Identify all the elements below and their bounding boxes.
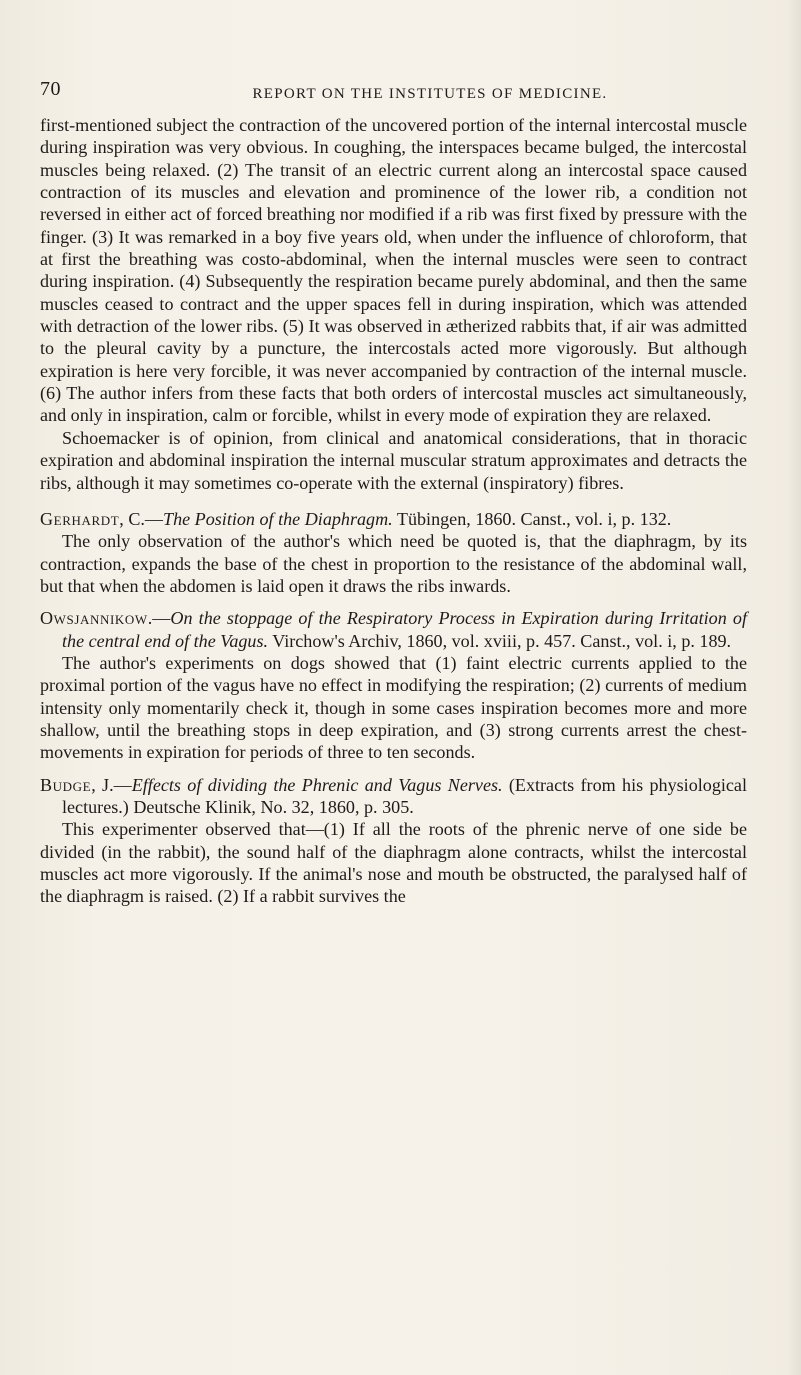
entry-heading-gerhardt xyxy=(40,508,747,530)
page-number: 70 xyxy=(40,78,61,100)
entry-author: Gerhardt xyxy=(40,508,120,529)
entry-title: On the stoppage of the Respiratory Process in Expiration during Irritation of the central end of the Vagus. xyxy=(62,608,747,651)
entry-body-owsjannikow: The author's experiments on dogs showed that (1) faint electric currents applied to the proximal portion of the vagus have no effect in modifying the respiration; (2) currents of medium intensity only momentarily check it, though in some cases inspiration becomes more and more shallow, until the breathing stops in deep expiration, and (3) strong currents arrest the chest-movements in expiration for periods of three to ten seconds. xyxy=(40,652,747,763)
entry-citation: Tübingen, 1860. Canst., vol. i, p. 132. xyxy=(392,508,672,529)
page-header xyxy=(40,78,745,108)
paragraph-schoemacker: Schoemacker is of opinion, from clinical and anatomical considerations, that in thoracic expiration and abdominal inspiration the internal muscular stratum approximates and detracts the ribs, although it may sometimes co-operate with the external (inspiratory) fibres. xyxy=(40,427,747,493)
entry-body-gerhardt: The only observation of the author's which need be quoted is, that the diaphragm, by its contraction, expands the base of the chest in proportion to the resistance of the abdominal wall, but that when the abdomen is laid open it draws the ribs inwards. xyxy=(40,531,747,596)
entry-author: Owsjannikow xyxy=(40,608,148,629)
entry-author-initial: , C.— xyxy=(119,508,163,529)
page-body xyxy=(40,114,747,908)
entry-title: The Position of the Diaphragm. xyxy=(163,508,393,529)
entry-heading-owsjannikow xyxy=(40,607,747,652)
running-head: REPORT ON THE INSTITUTES OF MEDICINE. xyxy=(252,86,608,102)
entry-author: Budge xyxy=(40,774,92,795)
paragraph-continuation: first-mentioned subject the contraction of the uncovered portion of the internal intercostal muscle during inspiration was very obvious. In coughing, the interspaces became bulged, the intercostal muscles being relaxed. (2) The transit of an electric current along an intercostal space caused contraction of its muscles and elevation and prominence of the lower rib, a condition not reversed in either act of forced breathing nor modified if a rib was first fixed by pressure with the finger. (3) It was remarked in a boy five years old, when under the influence of chloroform, that at first the breathing was costo-abdominal, when the internal muscles were seen to contract during inspiration. (4) Subsequently the respiration became purely abdominal, and then the same muscles ceased to contract and the upper spaces fell in during inspiration, which was attended with detraction of the lower ribs. (5) It was observed in ætherized rabbits that, if air was admitted to the pleural cavity by a puncture, the intercostals acted more vigorously. But although expiration is here very forcible, it was never accompanied by contraction of the internal muscle. (6) The author infers from these facts that both orders of intercostal muscles act simultaneously, and only in inspiration, calm or forcible, whilst in every mode of expiration they are relaxed. xyxy=(40,115,747,426)
entry-author-initial: .— xyxy=(147,608,171,629)
page-edge-shadow xyxy=(787,0,801,1375)
entry-citation: (Extracts from his physiological lectures.) Deutsche Klinik, No. 32, 1860, p. 305. xyxy=(62,774,747,817)
entry-heading-budge xyxy=(40,774,747,819)
entry-body-budge: This experimenter observed that—(1) If all the roots of the phrenic nerve of one side be divided (in the rabbit), the sound half of the diaphragm alone contracts, whilst the intercostal muscles act more vigorously. If the animal's nose and mouth be obstructed, the paralysed half of the diaphragm is raised. (2) If a rabbit survives the xyxy=(40,819,747,907)
entry-author-initial: , J.— xyxy=(91,774,132,795)
entry-citation: Virchow's Archiv, 1860, vol. xviii, p. 457. Canst., vol. i, p. 189. xyxy=(268,630,732,651)
entry-title: Effects of dividing the Phrenic and Vagus Nerves. xyxy=(131,774,503,795)
